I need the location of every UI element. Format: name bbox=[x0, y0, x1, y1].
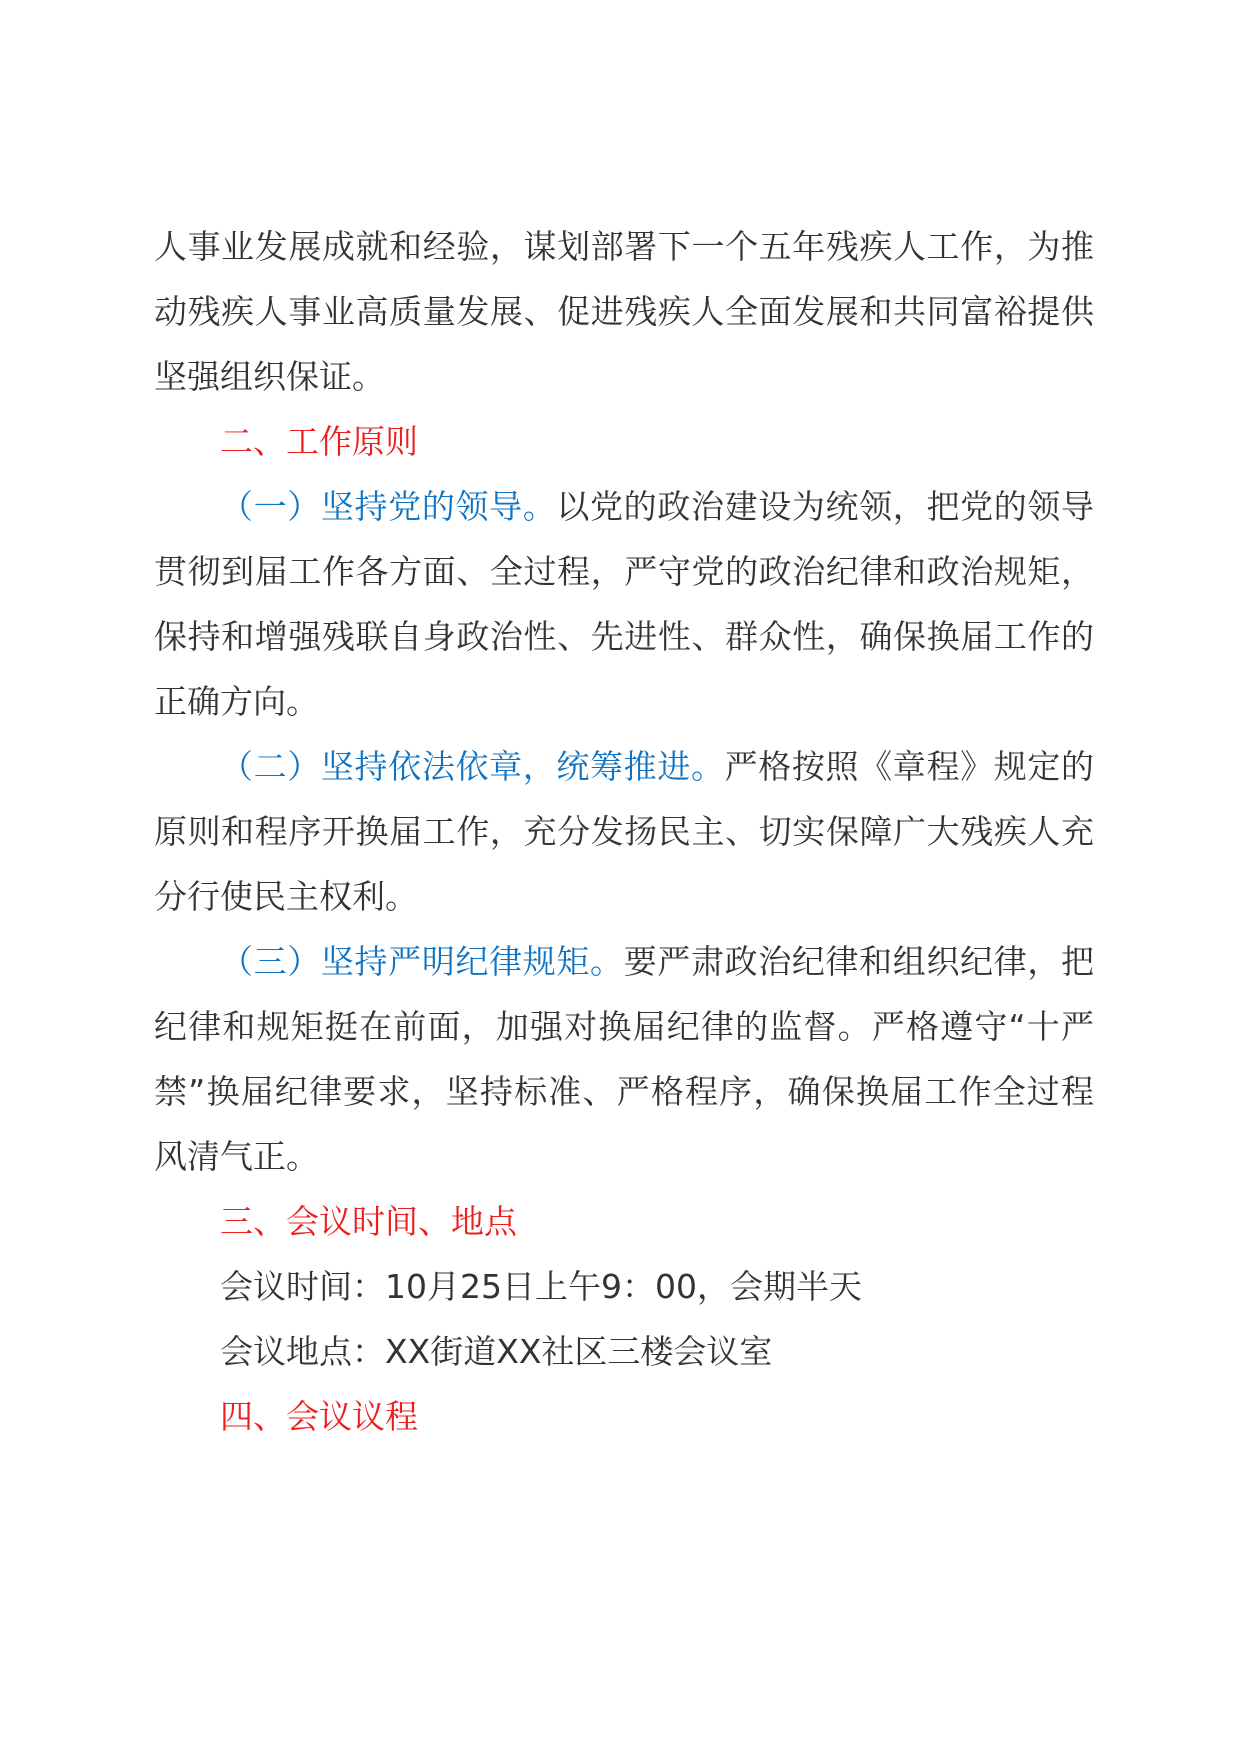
meeting-place: 会议地点：XX街道XX社区三楼会议室 bbox=[220, 1332, 773, 1371]
principle-item-3-lead: （三）坚持严明纪律规矩。 bbox=[220, 942, 624, 981]
meeting-time: 会议时间：10月25日上午9：00，会期半天 bbox=[220, 1267, 862, 1306]
principle-item-2-lead: （二）坚持依法依章，统筹推进。 bbox=[220, 747, 725, 786]
principle-item-3-body: 要严肃政治纪律和组织纪律，把纪律和规矩挺在前面，加强对换届纪律的监督。严格遵守“十严禁”换届纪律要求，坚持标准、严格程序，确保换届工作全过程风清气正。 bbox=[154, 942, 1095, 1176]
principle-item-3 bbox=[154, 929, 1094, 1189]
principle-item-1 bbox=[154, 474, 1094, 734]
intro-paragraph: 人事业发展成就和经验，谋划部署下一个五年残疾人工作，为推动残疾人事业高质量发展、促进残疾人全面发展和共同富裕提供坚强组织保证。 bbox=[154, 227, 1094, 396]
section-heading-time-place: 三、会议时间、地点 bbox=[220, 1202, 517, 1241]
section-heading-principles: 二、工作原则 bbox=[220, 422, 418, 461]
principle-item-1-lead: （一）坚持党的领导。 bbox=[220, 487, 557, 526]
principle-item-1-body: 以党的政治建设为统领，把党的领导贯彻到届工作各方面、全过程，严守党的政治纪律和政治规矩，保持和增强残联自身政治性、先进性、群众性，确保换届工作的正确方向。 bbox=[154, 487, 1095, 721]
principle-item-2-body: 严格按照《章程》规定的原则和程序开换届工作，充分发扬民主、切实保障广大残疾人充分行使民主权利。 bbox=[154, 747, 1095, 916]
section-heading-agenda: 四、会议议程 bbox=[220, 1397, 418, 1436]
principle-item-2 bbox=[154, 734, 1094, 929]
document-body bbox=[154, 214, 1094, 1449]
